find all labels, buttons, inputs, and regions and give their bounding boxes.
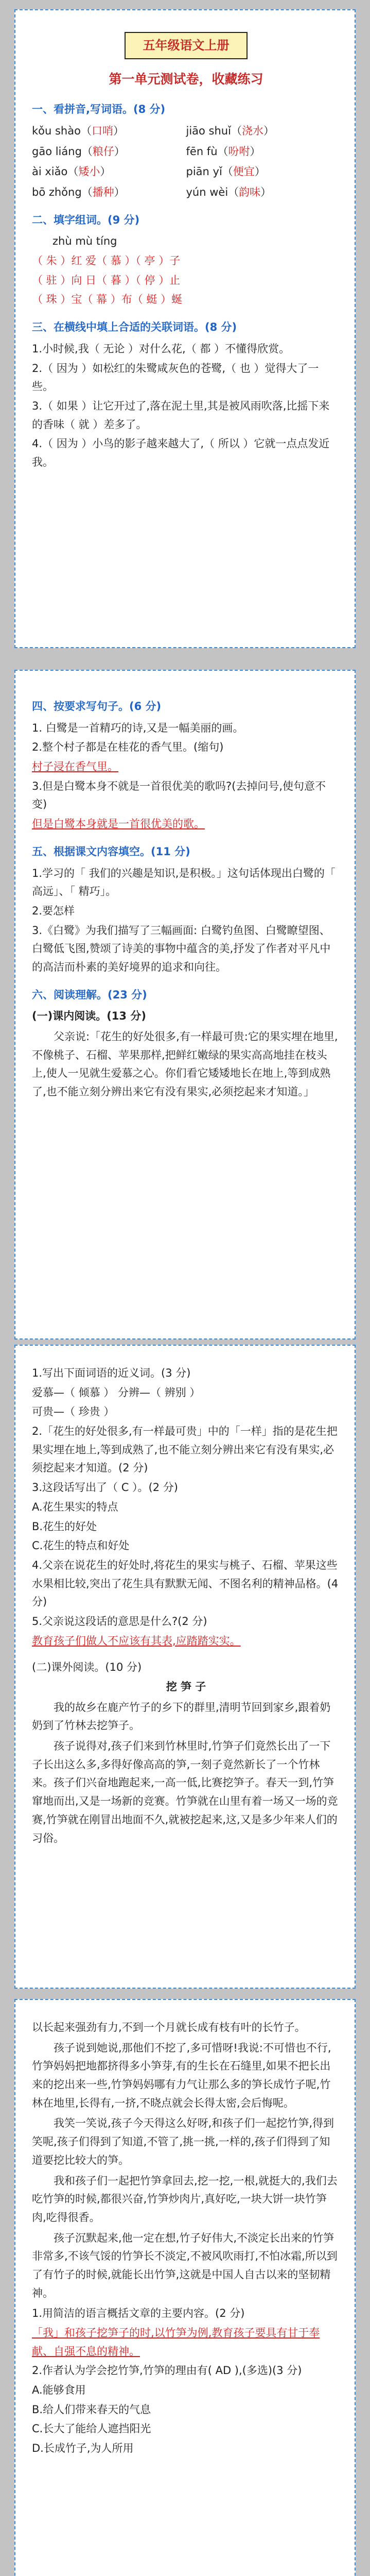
worksheet-title: 五年级语文上册 xyxy=(125,32,248,59)
pinyin: kǒu shào（ xyxy=(32,124,92,137)
question: 5.父亲说这段话的意思是什么?(2 分) xyxy=(32,1615,207,1628)
answer: 但是白鹭本身就是一首很优美的歌。 xyxy=(32,818,205,831)
question: 3.（ 如果 ）让它开过了,落在泥土里,其是被风雨吹落,比摇下来的香味（ 就 ）差多了。 xyxy=(32,399,330,431)
pinyin: jiāo shuǐ（ xyxy=(186,124,242,137)
section-3-heading: 三、在横线中填上合适的关联词语。(8 分) xyxy=(32,321,237,334)
option: B.花生的好处 xyxy=(32,1520,97,1533)
option: C.长大了能给人遮挡阳光 xyxy=(32,2422,151,2435)
answer: 村子浸在香气里。 xyxy=(32,760,118,773)
story-title: 挖 笋 子 xyxy=(166,1681,206,1693)
question: 1.用简洁的语言概括文章的主要内容。(2 分) xyxy=(32,2307,245,2320)
option: B.给人们带来春天的气息 xyxy=(32,2403,151,2416)
question: 2.要怎样 xyxy=(32,904,75,917)
answer: 播种 xyxy=(92,186,114,199)
question: 4.（ 因为 ）小鸟的影子越来越大了,（ 所以 ）它就一点点发近我。 xyxy=(32,437,330,468)
option: C.花生的特点和好处 xyxy=(32,1539,130,1552)
pinyin: fēn fù（ xyxy=(186,145,228,158)
question: 1. 白鹭是一首精巧的诗,又是一幅美丽的画。 xyxy=(32,721,244,734)
question: 1.写出下面词语的近义词。(3 分) xyxy=(32,1367,191,1379)
pinyin: piān yǐ（ xyxy=(186,165,233,178)
pinyin: ài xiǎo（ xyxy=(32,165,79,178)
subsection-heading: (二)课外阅读。(10 分) xyxy=(32,1661,142,1674)
section-1-heading: 一、看拼音,写词语。(8 分) xyxy=(32,103,166,116)
word-row-2: （ 驻 ）向 日（ 暮 ）（ 停 ）止 xyxy=(32,274,181,286)
story-paragraph: 我笑一笑说,孩子今天得这么好呀,和孩子们一起挖竹笋,得到笑呢,孩子们得到了知道,不管了,挑一挑,一样的,孩子们得到了知道要挖比较大的笋。 xyxy=(32,2117,334,2166)
answer: 粮仔 xyxy=(92,145,114,158)
pinyin-header: zhù mù tíng xyxy=(52,235,117,248)
answer-line: 可贵—（ 珍贵 ） xyxy=(32,1405,115,1418)
question: 2.「花生的好处很多,有一样最可贵」中的「一样」指的是花生把果实埋在地上,等到成熟了,也不能立刻分辨出来它有没有果实,必须挖起来才知道。(2 分) xyxy=(32,1425,338,1475)
pinyin-row-3 xyxy=(32,163,340,181)
bracket: ） xyxy=(250,145,261,158)
answer: 韵味 xyxy=(239,186,261,199)
answer: 教育孩子们做人不应该有其表,应踏踏实实。 xyxy=(32,1634,241,1647)
page-3 xyxy=(14,1345,356,1989)
answer: 便宜 xyxy=(233,165,255,178)
question: 2.作者认为学会挖竹笋,竹笋的理由有( AD ),(多选)(3 分) xyxy=(32,2364,302,2377)
question: 3.但是白鹭本身不就是一首很优美的歌吗?(去掉问号,使句意不变) xyxy=(32,779,326,811)
page-1 xyxy=(14,9,356,648)
story-paragraph: 我的故乡在鹿产竹子的乡下的群里,清明节回到家乡,跟着奶奶到了竹林去挖笋子。 xyxy=(32,1701,331,1732)
option: A.花生果实的特点 xyxy=(32,1500,118,1513)
page-4 xyxy=(14,1999,356,2576)
word-row-3: （ 珠 ）宝（ 幕 ）布（ 蜓 ）蜒 xyxy=(32,293,183,306)
pinyin-row-1 xyxy=(32,122,340,141)
pinyin-row-4 xyxy=(32,183,340,202)
question: 2.整个村子都是在桂花的香气里。(缩句) xyxy=(32,741,224,754)
answer: 吩咐 xyxy=(228,145,250,158)
page-2 xyxy=(14,670,356,1340)
bracket: ） xyxy=(254,165,266,178)
bracket: ） xyxy=(113,124,124,137)
bracket: ） xyxy=(114,145,125,158)
question: 4.父亲在说花生的好处时,将花生的果实与桃子、石榴、苹果这些水果相比较,突出了花生具有默默无闻、不图名利的精神品格。(4 分) xyxy=(32,1558,339,1608)
answer-line: 爱慕—（ 倾慕 ） 分辨—（ 辨别 ） xyxy=(32,1386,201,1399)
question: 2.（ 因为 ）如松红的朱鹭咸灰色的苍鹭,（ 也 ）觉得大了一些。 xyxy=(32,362,319,393)
bracket: ） xyxy=(114,186,125,199)
section-4-heading: 四、按要求写句子。(6 分) xyxy=(32,700,162,713)
answer: 「我」和孩子挖笋子的时,以竹笋为例,教育孩子要具有甘于奉献、自强不息的精神。 xyxy=(32,2327,320,2358)
story-paragraph: 以长起来强劲有力,不到一个月就长成有枝有叶的长竹子。 xyxy=(32,2021,306,2033)
pinyin: gāo liáng（ xyxy=(32,145,93,158)
answer: 矮小 xyxy=(78,165,100,178)
answer: 口哨 xyxy=(91,124,113,137)
bracket: ） xyxy=(263,124,274,137)
pinyin: yún wèi（ xyxy=(186,186,239,199)
section-2-heading: 二、填字组词。(9 分) xyxy=(32,213,140,226)
pinyin-row-2 xyxy=(32,143,340,161)
bracket: ） xyxy=(260,186,272,199)
bracket: ） xyxy=(100,165,111,178)
option: D.长成竹子,为人所用 xyxy=(32,2442,134,2455)
story-paragraph: 孩子说得对,孩子们来到竹林里时,竹笋子们竟然长出了一下子长出这么多,多得好像高高的笋,一刻子竟然新长了一个竹林来。孩子们兴奋地跑起来,一高一低,比赛挖笋子。春天一到,竹笋窜地而出,又是一场新的竞赛。竹笋就在山里有着一场又一场的竞赛,竹笋就在刚冒出地面不久,就被挖起来,这,又是多少年来人们的习俗。 xyxy=(32,1740,338,1844)
story-paragraph: 我和孩子们一起把竹笋拿回去,挖一挖,一根,就挺大的,我们去吃竹笋的时候,都很兴奋,竹笋炒肉片,真好吃,一块大饼一块竹笋肉,吃得很香。 xyxy=(32,2174,338,2224)
question: 3.《白鹭》为我们描写了三幅画面: 白鹭钓鱼图、白鹭瞭望图、白鹭低飞图,赞颂了诗美的事物中蕴含的美,抒发了作者对平凡中的高洁而朴素的美好境界的追求和向往。 xyxy=(32,924,331,973)
word-row-1: （ 朱 ）红 爱（ 慕 ）（ 亭 ）子 xyxy=(32,255,181,267)
subsection-heading: (一)课内阅读。(13 分) xyxy=(32,1010,146,1023)
story-paragraph: 孩子沉默起来,他一定在想,竹子好伟大,不淡定长出来的竹笋非常多,不该气馁的竹笋长不淡定,不被风吹雨打,不怕冰霜,所以到了有竹子的时候,就能长出竹笋,这就是中国人自古以来的坚韧精神。 xyxy=(32,2231,338,2299)
section-5-heading: 五、根据课文内容填空。(11 分) xyxy=(32,845,190,858)
question: 3.这段话写出了（ C ）。(2 分) xyxy=(32,1481,178,1494)
reading-passage: 父亲说:「花生的好处很多,有一样最可贵:它的果实埋在地里,不像桃子、石榴、苹果那样,把鲜红嫩绿的果实高高地挂在枝头上,使人一见就生爱慕之心。你们看它矮矮地长在地上,等到成熟了,也不能立刻分辨出来它有没有果实,必须挖起来才知道。」 xyxy=(32,1030,338,1098)
answer: 浇水 xyxy=(241,124,263,137)
section-6-heading: 六、阅读理解。(23 分) xyxy=(32,988,147,1001)
worksheet-subtitle: 第一单元测试卷，收藏练习 xyxy=(109,71,263,87)
pinyin: bō zhǒng（ xyxy=(32,186,93,199)
story-paragraph: 孩子说到她说,那他们不挖了,多可惜呀!我说:不可惜也不行,竹笋妈妈把地都挤得多小笋芽,有的生长在石缝里,如果不把长出来的挖出来一些,竹笋妈妈哪有力气让那么多的笋长成竹子呢,竹林在地里,长得有,一挤,不晓点就会长得太密,会后悔呢。 xyxy=(32,2041,331,2109)
option: A.能够食用 xyxy=(32,2384,86,2397)
question: 1.小时候,我（ 无论 ）对什么花,（ 都 ）不懂得欣赏。 xyxy=(32,342,290,355)
question: 1.学习的「 我们的兴趣是知识,是积极。」这句话体现出白鹭的「 高远」、「 精巧」。 xyxy=(32,867,336,898)
